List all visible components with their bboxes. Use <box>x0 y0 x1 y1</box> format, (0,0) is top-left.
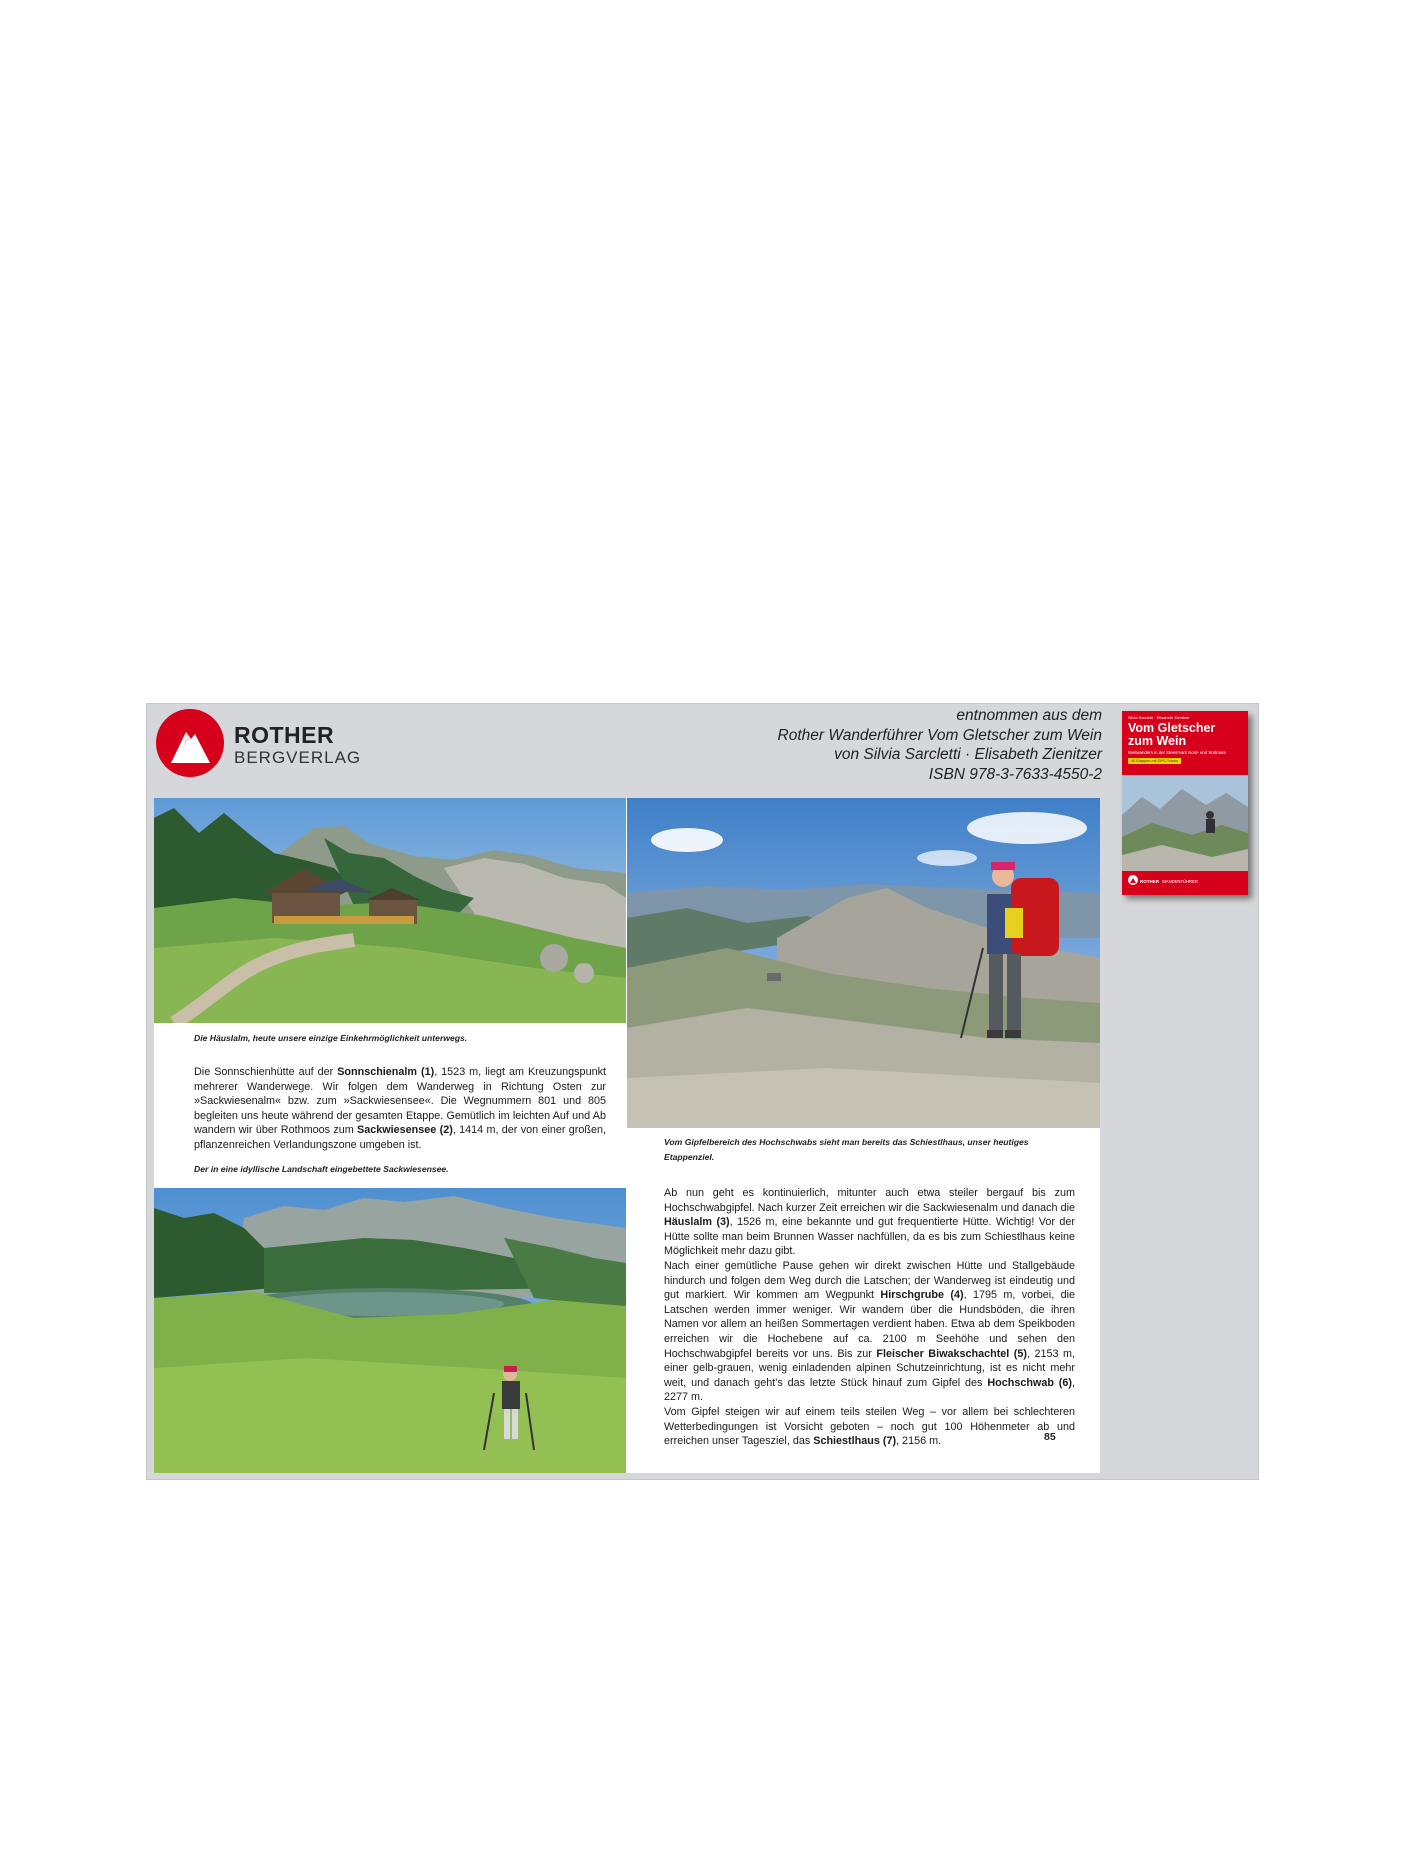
paragraph-route <box>664 1259 1075 1405</box>
cover-logo-icon <box>1128 875 1138 885</box>
text-run: , 1795 m, vorbei, die Latschen werden immer weniger. Wir wandern über die Hundsböden, die ihren Namen vor allem an heißen Sommertagen verdient haben. Etwa ab dem Speikboden erreichen wir die Hochebene auf ca. 2100 m Seehöhe und sehen den Hochschwabgipfel bereits vor uns. Bis zur <box>664 1289 1076 1360</box>
text-run: Die Sonnschienhütte auf der <box>194 1066 338 1078</box>
paragraph-sonnschienalm <box>194 1065 606 1153</box>
cover-title-band <box>1122 711 1248 775</box>
source-info <box>542 706 1102 784</box>
paragraph-ascent <box>664 1186 1075 1259</box>
cover-brand-band <box>1122 871 1248 895</box>
caption-haeuslalm: Die Häuslalm, heute unsere einzige Einkehrmöglichkeit unterwegs. <box>194 1033 468 1043</box>
text-run: Ab nun geht es kontinuierlich, mitunter auch etwa steiler bergauf bis zum Hochschwabgipfel. Nach kurzer Zeit erreichen wir die Sackwiesenalm und danach die <box>664 1187 1075 1214</box>
text-run: Nach einer gemütliche Pause gehen wir direkt zwischen Hütte und Stallgebäude hindurch und folgen dem Weg durch die Latschen; der Wanderweg ist eindeutig und gut markiert. Wir kommen am Wegpunkt <box>664 1259 1075 1302</box>
book-cover <box>1122 711 1248 895</box>
bold-waypoint: Schiestlhaus (7) <box>813 1435 897 1448</box>
bold-waypoint: Fleischer Biwakschachtel (5) <box>876 1347 1027 1360</box>
cover-photo <box>1122 775 1248 875</box>
cover-badge: 40 Etappen mit GPS-Tracks <box>1128 758 1181 764</box>
cover-title: Vom Gletscher zum Wein <box>1128 721 1216 748</box>
text-run: Vom Gipfel steigen wir auf einem teils steilen Weg – vor allem bei schlechteren Wetterbedingungen ist Vorsicht geboten – noch gut 100 Höhenmeter ab und erreichen unser Tagesziel, das <box>664 1405 1075 1448</box>
caption-sackwiesensee: Der in eine idyllische Landschaft eingebettete Sackwiesensee. <box>194 1164 449 1174</box>
mountain-logo-icon <box>155 708 225 778</box>
source-line-1: entnommen aus dem <box>956 707 1102 724</box>
book-preview-panel <box>146 703 1259 1480</box>
text-run: , 1523 m, liegt am Kreuzungspunkt mehrerer Wanderwege. Wir folgen dem Wanderweg in Richtung Osten zur »Sackwiesenalm« bzw. zum »Sackwiesensee«. Die Wegnummern 801 und 805 begleiten uns heute während der gesamten Etappe. Gemütlich im leichten Auf und Ab wandern wir über Rothmoos zum <box>194 1066 606 1137</box>
source-line-3: von Silvia Sarcletti · Elisabeth Zienitzer <box>834 746 1102 763</box>
cover-subtitle: Weitwandern in der Steiermark Nord- und Südroute <box>1128 750 1226 755</box>
text-run: , 1414 m, der von einer großen, pflanzenreichen Verlandungszone umgeben ist. <box>194 1124 606 1151</box>
page-number: 85 <box>1044 1431 1056 1443</box>
text-run: , 1526 m, eine bekannte und gut frequentierte Hütte. Wichtig! Vor der Hütte sollte man beim Brunnen Wasser nachfüllen, da es bis zum Schiestlhaus keine Möglichkeit mehr dazu gibt. <box>664 1216 1076 1258</box>
paragraph-descent <box>664 1405 1075 1449</box>
bold-waypoint: Sackwiesensee (2) <box>357 1124 453 1137</box>
cover-series: WANDERFÜHRER <box>1162 879 1198 884</box>
cover-brand: ROTHER <box>1140 879 1159 884</box>
bold-waypoint: Sonnschienalm (1) <box>337 1066 435 1078</box>
caption-hochschwab: Vom Gipfelbereich des Hochschwabs sieht man bereits das Schiestlhaus, unser heutiges Etappenziel. <box>664 1137 1029 1162</box>
bold-waypoint: Hochschwab (6) <box>987 1376 1072 1389</box>
main-text-column <box>664 1186 1075 1449</box>
photo-haeuslalm <box>154 798 626 1023</box>
photo-sackwiesensee <box>154 1188 626 1473</box>
publisher-name: ROTHER <box>234 722 335 748</box>
source-line-2: Rother Wanderführer Vom Gletscher zum Wein <box>777 726 1102 744</box>
rother-logo <box>155 708 362 788</box>
source-isbn: ISBN 978-3-7633-4550-2 <box>928 765 1102 783</box>
publisher-sub: BERGVERLAG <box>234 748 362 767</box>
bold-waypoint: Hirschgrube (4) <box>880 1289 964 1302</box>
lake-landscape-image <box>154 1188 626 1473</box>
hut-landscape-image <box>154 798 626 1023</box>
summit-hiker-image <box>627 798 1100 1128</box>
text-run: , 2156 m. <box>896 1435 942 1448</box>
text-run: , 2153 m, einer gelb-grauen, wenig einladenden alpinen Schutzeinrichtung, ist es nicht mehr weit, und danach geht's das letzte Stück hinauf zum Gipfel des <box>664 1347 1075 1389</box>
bold-waypoint: Häuslalm (3) <box>664 1216 730 1229</box>
book-page-spread <box>154 798 1100 1473</box>
text-run: , 2277 m. <box>664 1376 1075 1404</box>
cover-authors: Silvia Sarcletti · Elisabeth Zienitzer <box>1128 715 1190 720</box>
photo-hochschwab <box>627 798 1100 1128</box>
